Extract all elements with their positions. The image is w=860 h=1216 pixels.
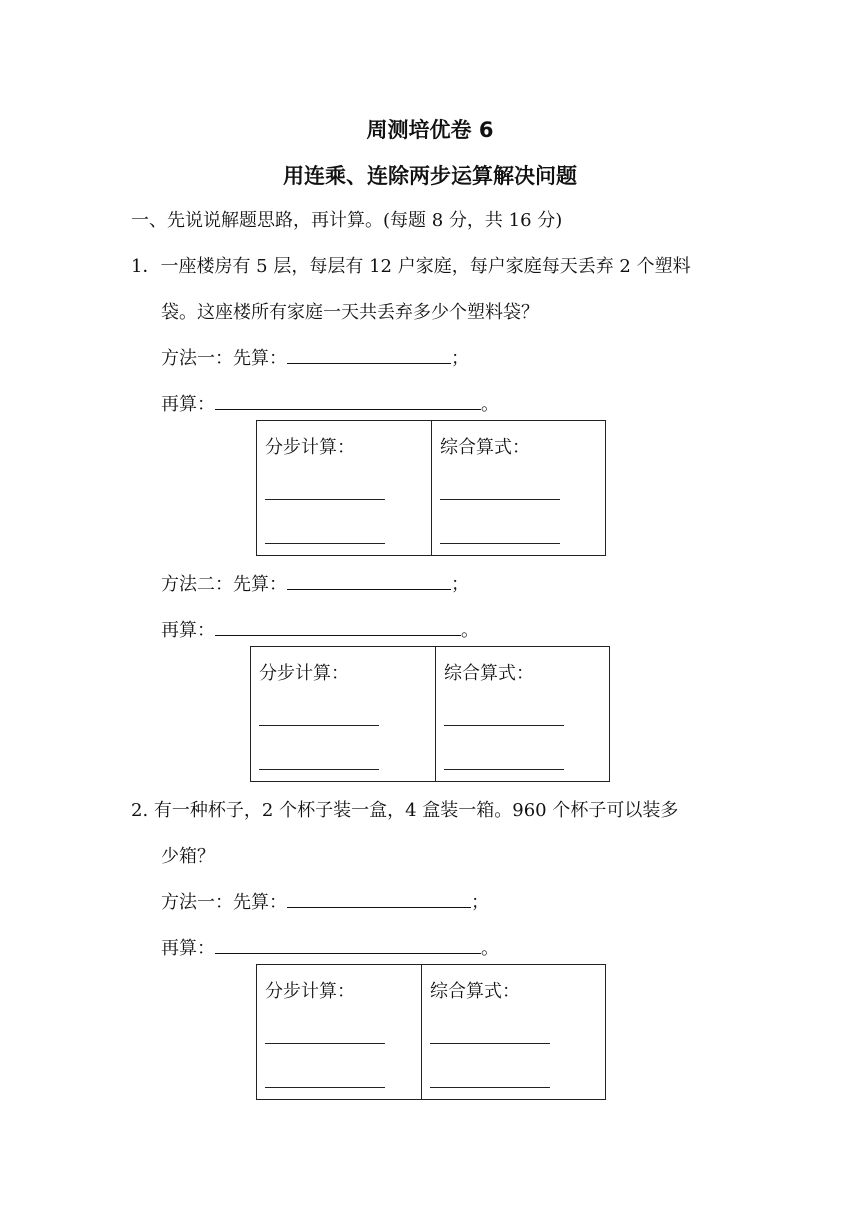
combined-formula-label: 综合算式： <box>430 981 520 1002</box>
q1-method2-first-label: 方法二：先算： <box>161 574 287 595</box>
step-answer-line-2[interactable] <box>265 1087 385 1088</box>
step-answer-line-1[interactable] <box>265 499 385 500</box>
q1-method2-first-blank[interactable] <box>287 571 451 590</box>
combined-answer-line-2[interactable] <box>440 543 560 544</box>
step-answer-line-2[interactable] <box>259 769 379 770</box>
table-divider <box>421 965 422 1099</box>
step-calc-label: 分步计算： <box>265 981 355 1002</box>
combined-answer-line-1[interactable] <box>444 725 564 726</box>
q1-method2-then-blank[interactable] <box>215 617 461 636</box>
step-calc-label: 分步计算： <box>265 437 355 458</box>
page-title: 周测培优卷 6 <box>366 118 494 142</box>
q2-method1-first-label: 方法一：先算： <box>161 892 287 913</box>
combined-answer-line-1[interactable] <box>440 499 560 500</box>
q1-text-line2: 袋。这座楼所有家庭一天共丢弃多少个塑料袋？ <box>161 302 539 323</box>
q1-method2-then-row <box>161 616 479 642</box>
combined-answer-line-2[interactable] <box>444 769 564 770</box>
q2-text-line2: 少箱？ <box>161 846 215 867</box>
q2-method1-first-row <box>161 888 489 914</box>
q1-method2-then-label: 再算： <box>161 620 215 641</box>
q1-method2-table <box>250 646 610 782</box>
table-divider <box>431 421 432 555</box>
q2-method1-then-label: 再算： <box>161 938 215 959</box>
combined-formula-label: 综合算式： <box>444 663 534 684</box>
q1-method1-then-row <box>161 390 499 416</box>
step-answer-line-1[interactable] <box>259 725 379 726</box>
q1-method2-first-row <box>161 570 469 596</box>
section-heading: 一、先说说解题思路，再计算。(每题 8 分，共 16 分) <box>131 210 563 231</box>
semicolon: ； <box>451 574 469 595</box>
period: 。 <box>481 938 499 959</box>
table-divider <box>435 647 436 781</box>
page-subtitle: 用连乘、连除两步运算解决问题 <box>283 164 577 188</box>
q1-text-line1: 1．一座楼房有 5 层，每层有 12 户家庭，每户家庭每天丢弃 2 个塑料 <box>131 256 691 277</box>
combined-answer-line-1[interactable] <box>430 1043 550 1044</box>
q2-method1-first-blank[interactable] <box>287 889 471 908</box>
combined-formula-label: 综合算式： <box>440 437 530 458</box>
step-answer-line-1[interactable] <box>265 1043 385 1044</box>
q2-method1-then-row <box>161 934 499 960</box>
semicolon: ； <box>451 348 469 369</box>
step-calc-label: 分步计算： <box>259 663 349 684</box>
q2-text-line1: 2. 有一种杯子，2 个杯子装一盒，4 盒装一箱。960 个杯子可以装多 <box>131 800 679 821</box>
q1-method1-then-label: 再算： <box>161 394 215 415</box>
q1-method1-first-blank[interactable] <box>287 345 451 364</box>
q2-method1-table <box>256 964 606 1100</box>
q1-method1-table <box>256 420 606 556</box>
q1-method1-first-row <box>161 344 469 370</box>
q2-method1-then-blank[interactable] <box>215 935 481 954</box>
combined-answer-line-2[interactable] <box>430 1087 550 1088</box>
period: 。 <box>481 394 499 415</box>
step-answer-line-2[interactable] <box>265 543 385 544</box>
semicolon: ； <box>471 892 489 913</box>
q1-method1-then-blank[interactable] <box>215 391 481 410</box>
q1-method1-first-label: 方法一：先算： <box>161 348 287 369</box>
period: 。 <box>461 620 479 641</box>
